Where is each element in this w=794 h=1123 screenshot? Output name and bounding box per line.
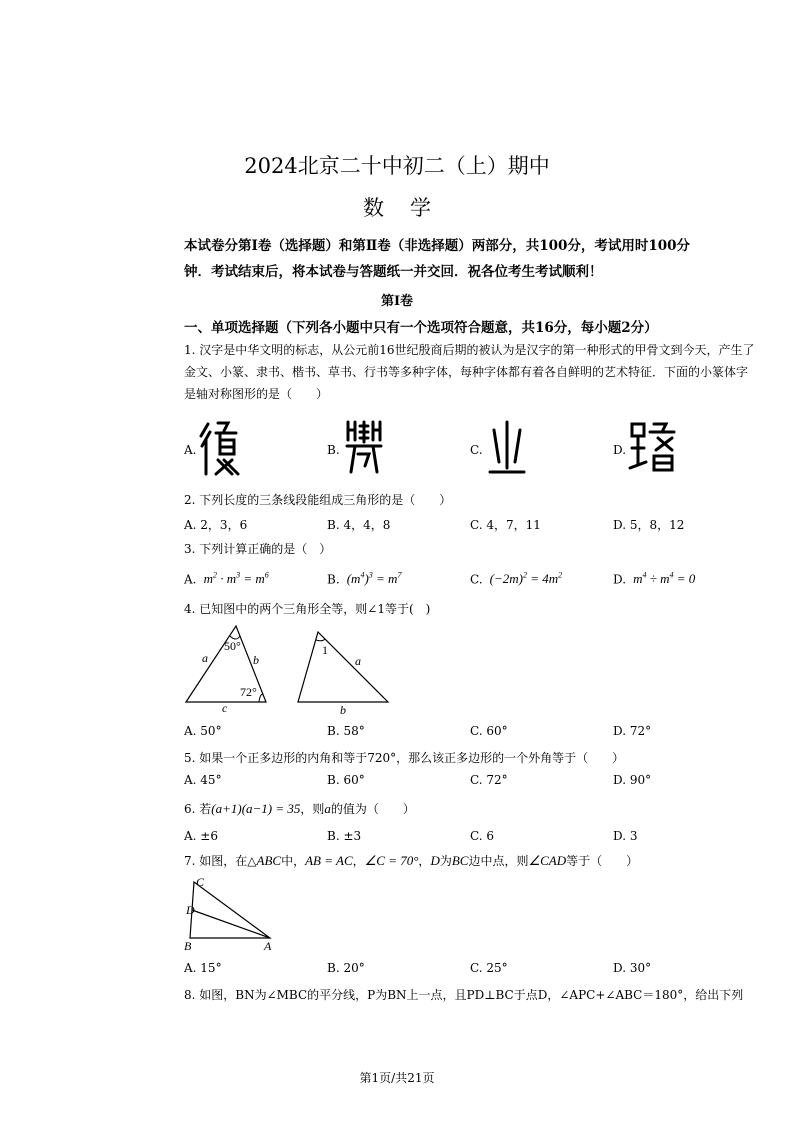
q1-option-d[interactable]: D.	[613, 443, 627, 457]
q3-option-b-formula: $(m^4)^3 = m^7$	[343, 571, 402, 587]
q4-option-c[interactable]: C. 60°	[470, 724, 508, 738]
q3-option-c-label: C.	[470, 572, 483, 587]
q4-t1-label-b: b	[253, 653, 259, 667]
q3-option-a-formula: $m^2 \cdot m^3 = m^6$	[200, 571, 269, 587]
q4-t2-label-1: 1	[322, 643, 328, 657]
question-5-text: 5. 如果一个正多边形的内角和等于720°，那么该正多边形的一个外角等于（ ）	[184, 751, 625, 765]
q6-option-a[interactable]: A. ±6	[184, 829, 218, 843]
q6-var: a	[324, 801, 331, 816]
q7-eq-1: AB = AC	[305, 853, 353, 868]
q4-t1-angle-top: 50°	[224, 639, 241, 653]
intro-line-1: 本试卷分第Ⅰ卷（选择题）和第Ⅱ卷（非选择题）两部分，共100分，考试用时100分	[184, 238, 691, 254]
question-2-text: 2. 下列长度的三条线段能组成三角形的是（ ）	[184, 493, 452, 507]
q7-eq-2: ∠C = 70°	[364, 853, 419, 868]
q4-option-a[interactable]: A. 50°	[184, 724, 222, 738]
q7-d: D	[430, 853, 440, 868]
q3-option-a[interactable]	[184, 571, 269, 587]
q7-option-c[interactable]: C. 25°	[470, 961, 508, 975]
question-6-text	[184, 800, 415, 817]
q4-t1-angle-br: 72°	[240, 685, 257, 699]
question-1-text: 1. 汉字是中华文明的标志，从公元前16世纪殷商后期的被认为是汉字的第一种形式的甲骨文到今天，产生了金文、小篆、隶书、楷书、草书、行书等多种字体，每种字体都有着各自鲜明的艺术特征．下面的小篆体字是轴对称图形的是（ ）	[184, 343, 755, 401]
q5-option-d[interactable]: D. 90°	[613, 773, 652, 787]
q4-t2-label-a: a	[355, 654, 361, 668]
page-footer: 第1页/共21页	[359, 1071, 435, 1085]
q2-option-b[interactable]: B. 4，4，8	[327, 518, 391, 532]
q3-option-d-formula: $m^4 \div m^4 = 0$	[629, 571, 696, 587]
q3-option-b-label: B.	[327, 572, 340, 587]
q5-option-c[interactable]: C. 72°	[470, 773, 508, 787]
question-3-text: 3. 下列计算正确的是（ ）	[184, 542, 332, 556]
q7-label-d: D	[186, 903, 195, 917]
q6-option-d[interactable]: D. 3	[613, 829, 638, 843]
q4-t1-label-c: c	[222, 701, 228, 715]
q4-option-b[interactable]: B. 58°	[327, 724, 365, 738]
q7-label-b: B	[184, 939, 192, 953]
intro-line-2: 钟．考试结束后，将本试卷与答题纸一并交回．祝各位考生考试顺利！	[184, 264, 603, 280]
seal-char-b-image	[343, 418, 387, 478]
page-title: 2024北京二十中初二（上）期中	[244, 154, 550, 178]
q7-part-1: 7. 如图，在△	[184, 854, 257, 868]
q7-part-5: 为	[439, 854, 452, 868]
q6-option-c[interactable]: C. 6	[470, 829, 495, 843]
seal-char-c-image	[486, 418, 530, 478]
q7-abc: ABC	[256, 853, 282, 868]
q3-option-c[interactable]	[470, 571, 562, 587]
q7-option-b[interactable]: B. 20°	[327, 961, 365, 975]
q1-option-b[interactable]: B.	[327, 443, 340, 457]
q7-cad: ∠CAD	[528, 853, 567, 868]
q7-part-2: 中，	[281, 854, 306, 868]
q7-part-3: ，	[352, 854, 365, 868]
question-4-text: 4. 已知图中的两个三角形全等，则∠1等于( )	[184, 602, 431, 616]
q4-triangle-2-figure	[292, 622, 392, 717]
q3-option-c-formula: $(-2m)^2 = 4m^2$	[486, 571, 563, 587]
q5-option-b[interactable]: B. 60°	[327, 773, 365, 787]
q6-equation: (a+1)(a−1) = 35	[211, 801, 301, 816]
question-8-text: 8. 如图，BN为∠MBC的平分线，P为BN上一点，且PD⊥BC于点D，∠APC+∠ABC＝180°，给出下列	[184, 988, 744, 1002]
seal-char-a-image	[198, 418, 242, 478]
q7-bc: BC	[451, 853, 469, 868]
q6-option-b[interactable]: B. ±3	[327, 829, 362, 843]
q7-option-a[interactable]: A. 15°	[184, 961, 222, 975]
q1-option-c[interactable]: C.	[470, 443, 483, 457]
q7-label-c: C	[196, 875, 205, 889]
section-heading: 一、单项选择题（下列各小题中只有一个选项符合题意，共16分，每小题2分）	[184, 320, 658, 336]
q7-label-a: A	[264, 939, 272, 953]
question-7-text	[184, 852, 638, 869]
subject-title: 数学	[363, 196, 457, 220]
q7-option-d[interactable]: D. 30°	[613, 961, 652, 975]
q6-end: 的值为（ ）	[330, 802, 415, 816]
q4-t1-label-a: a	[202, 651, 208, 665]
q7-part-4: ，	[418, 854, 431, 868]
q7-part-6: 边中点，则	[468, 854, 529, 868]
q2-option-a[interactable]: A. 2，3，6	[184, 518, 248, 532]
q3-option-d-label: D.	[613, 572, 627, 587]
q3-option-a-label: A.	[184, 572, 197, 587]
q2-option-c[interactable]: C. 4，7，11	[470, 518, 541, 532]
q4-t2-label-b: b	[340, 703, 346, 717]
q4-triangle-1-figure	[180, 622, 280, 714]
q6-suffix: ，则	[300, 802, 325, 816]
q2-option-d[interactable]: D. 5，8，12	[613, 518, 685, 532]
q1-option-a[interactable]: A.	[184, 443, 197, 457]
q7-part-7: 等于（ ）	[566, 854, 639, 868]
q6-prefix: 6. 若	[184, 802, 212, 816]
q3-option-d[interactable]	[613, 571, 695, 587]
seal-char-d-image	[628, 418, 680, 478]
q7-triangle-figure	[180, 874, 280, 952]
q5-option-a[interactable]: A. 45°	[184, 773, 222, 787]
q4-option-d[interactable]: D. 72°	[613, 724, 652, 738]
q3-option-b[interactable]	[327, 571, 401, 587]
volume-heading: 第Ⅰ卷	[380, 294, 414, 309]
